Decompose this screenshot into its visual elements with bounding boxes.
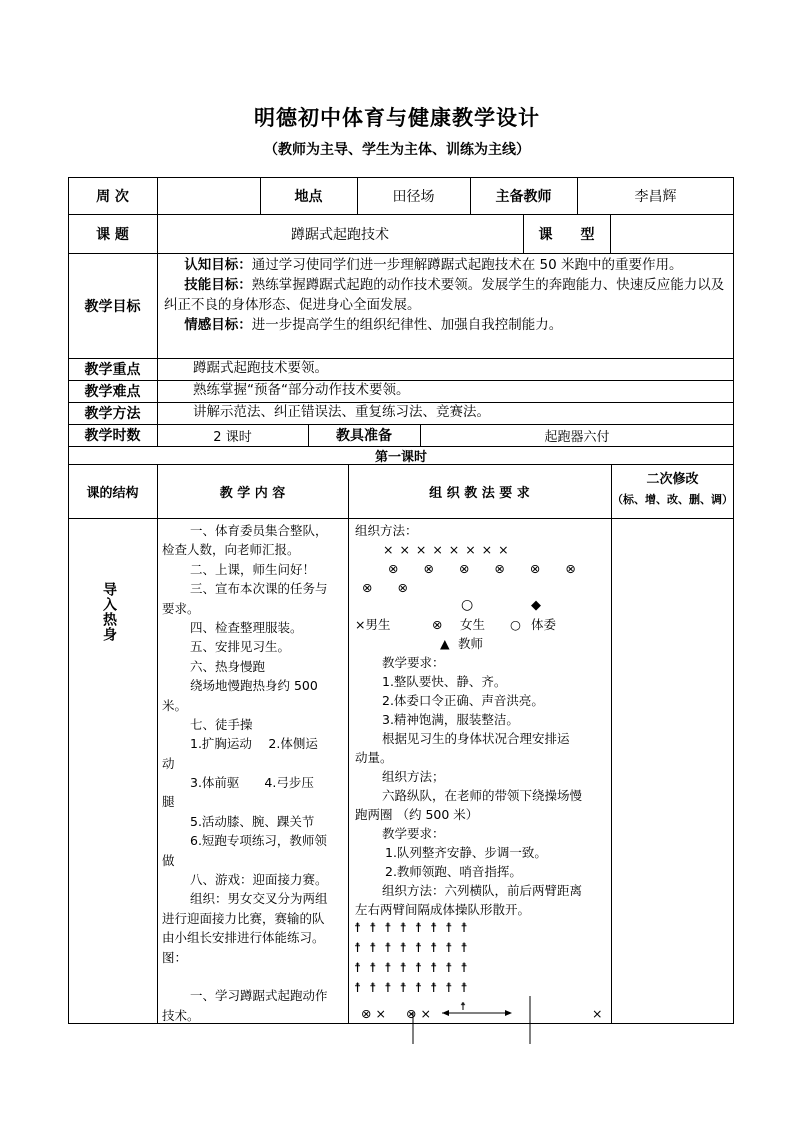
methods-value: 讲解示范法、纠正错误法、重复练习法、竞赛法。 <box>193 404 490 420</box>
divider <box>157 464 158 1024</box>
relay-group-a: ⊗ × <box>361 1006 386 1021</box>
content-line: 1.扩胸运动 2.体侧运 <box>190 736 318 752</box>
relay-group-b: ⊗ × <box>406 1006 431 1021</box>
content-line: 图： <box>162 949 188 965</box>
formation-figures: ☨ ☨ ☨ ☨ ☨ ☨ ☨ ☨ <box>354 981 470 996</box>
content-column <box>162 521 346 1025</box>
formation-figures: ☨ ☨ ☨ ☨ ☨ ☨ ☨ ☨ <box>354 941 470 956</box>
keypoint-label: 教学重点 <box>84 362 141 378</box>
org1-label: 组织方法： <box>355 523 418 538</box>
org2-label: 组织方法； <box>382 769 445 784</box>
req1-extra: 根据见习生的身体状况合理安排运 <box>382 731 570 746</box>
page-title: 明德初中体育与健康教学设计 <box>254 105 540 130</box>
content-line: 要求。 <box>162 600 200 616</box>
col-structure: 课的结构 <box>86 485 139 501</box>
content-line: 二、上课，师生问好！ <box>190 561 316 577</box>
relay-arrow-diagram <box>400 996 550 1046</box>
legend-committee: 体委 <box>531 617 557 632</box>
req2-item: 1.队列整齐安静、步调一致。 <box>385 845 547 860</box>
col-revise <box>611 470 734 510</box>
req1-label: 教学要求： <box>382 655 445 670</box>
equip-value: 起跑器六付 <box>544 429 610 445</box>
req1-item: 3.精神饱满，服装整洁。 <box>382 712 519 727</box>
content-line: 进行迎面接力比赛，赛输的队 <box>162 910 325 926</box>
divider <box>68 253 734 254</box>
place-label: 地点 <box>294 188 323 205</box>
goals-label: 教学目标 <box>84 298 141 315</box>
divider <box>348 464 349 1024</box>
divider <box>611 464 612 1024</box>
content-line: 六、热身慢跑 <box>190 658 266 674</box>
content-line: 米。 <box>162 697 188 713</box>
req1-extra: 动量。 <box>355 750 393 765</box>
teacher-figure: ☨ <box>460 1000 466 1013</box>
methods-label: 教学方法 <box>84 406 141 422</box>
divider <box>68 358 734 359</box>
content-line: 由小组长安排进行体能练习。 <box>162 930 325 946</box>
content-line: 组织：男女交叉分为两组 <box>190 891 328 907</box>
content-line <box>162 967 346 986</box>
col-method: 组 织 教 法 要 求 <box>429 485 530 501</box>
lesson-heading: 第一课时 <box>374 449 427 465</box>
legend-female: 女生 <box>460 617 486 632</box>
goals-text <box>164 255 730 335</box>
week-value <box>157 177 260 214</box>
content-line: 八、游戏：迎面接力赛。 <box>190 872 328 888</box>
content-line: 技术。 <box>162 1007 200 1023</box>
teacher-value: 李昌辉 <box>634 188 677 205</box>
content-line: 七、徒手操 <box>190 716 253 732</box>
keypoint-value: 蹲踞式起跑技术要领。 <box>193 360 328 376</box>
content-line: 3.体前驱 4.弓步压 <box>190 775 314 791</box>
relay-end: × <box>592 1006 603 1021</box>
committee-symbol: ○ <box>461 597 474 613</box>
content-line: 五、安排见习生。 <box>190 639 291 655</box>
page-subtitle: （教师为主导、学生为主体、训练为主线） <box>264 142 530 158</box>
req2-item: 2.教师领跑、哨音指挥。 <box>385 864 522 879</box>
req1-item: 1.整队要快、静、齐。 <box>382 674 507 689</box>
org3-text: 组织方法：六列横队，前后两臂距离 <box>382 883 583 898</box>
content-line: 6.短跑专项练习，教师领 <box>190 833 327 849</box>
content-line: 检查人数，向老师汇报。 <box>162 542 300 558</box>
topic-value: 蹲踞式起跑技术 <box>291 226 389 243</box>
arrow-right-icon <box>505 1010 512 1016</box>
content-line: 5.活动膝、腕、踝关节 <box>190 813 315 829</box>
topic-label: 课 题 <box>96 226 129 243</box>
formation-figures: ☨ ☨ ☨ ☨ ☨ ☨ ☨ ☨ <box>354 961 470 976</box>
legend-male: ×男生 <box>355 617 391 632</box>
section-label: 导入热身 <box>101 582 117 642</box>
arrow-left-icon <box>442 1010 449 1016</box>
difficulty-value: 熟练掌握“预备“部分动作技术要领。 <box>193 382 410 398</box>
equip-label: 教具准备 <box>336 428 392 444</box>
col-content: 教 学 内 容 <box>219 485 286 501</box>
content-line: 四、检查整理服装。 <box>190 619 303 635</box>
org2-text: 六路纵队，在老师的带领下绕操场慢 <box>382 788 583 803</box>
content-line: 三、宣布本次课的任务与 <box>190 581 328 597</box>
legend-committee-symbol: ○ <box>510 617 521 632</box>
req1-item: 2.体委口令正确、声音洪亮。 <box>382 693 544 708</box>
org3-text: 左右两臂间隔成体操队形散开。 <box>355 902 531 917</box>
formation-row-x: × × × × × × × × <box>383 542 510 557</box>
goal-cognitive: 认知目标：通过学习使同学们进一步理解蹲踞式起跑技术在 50 米跑中的重要作用。 <box>184 257 683 273</box>
content-line: 一、学习蹲踞式起跑动作 <box>190 988 328 1004</box>
diamond-symbol: ◆ <box>531 598 541 613</box>
legend-teacher-symbol: ▲ <box>440 636 450 651</box>
type-label: 课 型 <box>538 226 595 243</box>
difficulty-label: 教学难点 <box>84 384 141 400</box>
content-line: 绕场地慢跑热身约 500 <box>190 678 318 694</box>
formation-figures: ☨ ☨ ☨ ☨ ☨ ☨ ☨ ☨ <box>354 921 470 936</box>
week-label: 周 次 <box>96 188 129 205</box>
content-line: 腿 <box>162 794 175 810</box>
content-line: 一、体育委员集合整队， <box>190 523 328 538</box>
legend-teacher: 教师 <box>458 636 484 651</box>
org2-text: 跑两圈 （约 500 米） <box>355 807 479 822</box>
content-line: 动 <box>162 755 175 771</box>
hours-value: 2 课时 <box>213 429 252 445</box>
hours-label: 教学时数 <box>84 428 141 444</box>
type-value <box>610 214 734 253</box>
formation-row-o2: ⊗ ⊗ <box>362 580 408 595</box>
goal-emotion: 情感目标：进一步提高学生的组织纪律性、加强自我控制能力。 <box>184 317 563 333</box>
col-revise-sub: （标、增、改、删、调） <box>612 493 733 506</box>
place-value: 田径场 <box>392 188 435 205</box>
content-line: 做 <box>162 852 175 868</box>
col-revise-title: 二次修改 <box>646 472 699 487</box>
goal-skill: 技能目标：熟练掌握蹲踞式起跑的动作技术要领。发展学生的奔跑能力、快速反应能力以及纠正不良的身体形态、促进身心全面发展。 <box>164 277 725 313</box>
req2-label: 教学要求： <box>382 826 445 841</box>
formation-row-o: ⊗ ⊗ ⊗ ⊗ ⊗ ⊗ <box>388 561 576 576</box>
legend-female-symbol: ⊗ <box>432 617 443 632</box>
divider <box>68 518 734 519</box>
teacher-label: 主备教师 <box>495 188 552 205</box>
